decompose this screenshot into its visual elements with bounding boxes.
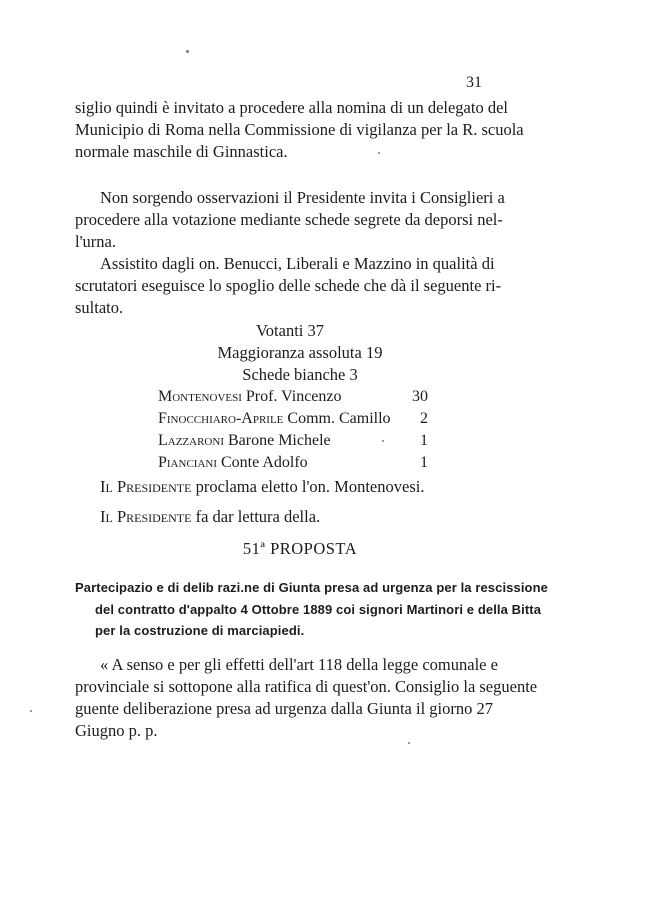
candidate-votes: 1 [420, 454, 428, 471]
para3-line-2: scrutatori eseguisce lo spoglio delle schede che dà il seguente ri- [75, 276, 502, 295]
lettura-line [100, 506, 320, 528]
para4-line-2: provinciale si sottopone alla ratifica di quest'on. Consiglio la seguente [75, 677, 538, 696]
para2-line-1: Non sorgendo osservazioni il Presidente invita i Consiglieri a [100, 188, 505, 207]
table-row [158, 430, 331, 452]
candidate-surname: Montenovesi [158, 388, 242, 405]
candidate-title: Conte Adolfo [221, 454, 308, 471]
para3-line-1: Assistito dagli on. Benucci, Liberali e Mazzino in qualità di [100, 254, 495, 273]
candidate-title: Comm. Camillo [287, 410, 391, 427]
candidate-title: Prof. Vincenzo [245, 388, 342, 405]
candidate-surname: Pianciani [158, 454, 217, 471]
votanti: Votanti 37 [256, 321, 324, 340]
para1-line-1: siglio quindi è invitato a procedere alla nomina di un delegato del [75, 98, 508, 117]
print-speck [186, 50, 189, 53]
para1-line-2: Municipio di Roma nella Commissione di vigilanza per la R. scuola [75, 120, 524, 139]
proposta-title-line-2: del contratto d'appalto 4 Ottobre 1889 coi signori Martinori e della Bitta [95, 602, 542, 617]
presidente-label: Il Presidente [100, 477, 192, 496]
table-row [158, 408, 391, 430]
para2-line-3: l'urna. [75, 232, 117, 251]
candidate-surname: Finocchiaro-Aprile [158, 410, 284, 427]
para2-line-2: procedere alla votazione mediante schede segrete da deporsi nel- [75, 210, 503, 229]
candidate-title: Barone Michele [228, 432, 331, 449]
candidate-votes: 1 [420, 432, 428, 449]
candidate-surname: Lazzaroni [158, 432, 224, 449]
proposta-heading: 51ª PROPOSTA [242, 539, 358, 558]
page-number: 31 [466, 74, 482, 91]
lettura-text: fa dar lettura della. [195, 507, 321, 526]
print-speck [378, 152, 380, 154]
para4-line-4: Giugno p. p. [75, 721, 158, 740]
maggioranza: Maggioranza assoluta 19 [217, 343, 383, 362]
proclamation-line [100, 476, 424, 498]
para1-line-3: normale maschile di Ginnastica. [75, 142, 288, 161]
candidate-votes: 2 [420, 410, 428, 427]
presidente-label: Il Presidente [100, 507, 192, 526]
para3-line-3: sultato. [75, 298, 124, 317]
para4-line-1: « A senso e per gli effetti dell'art 118 della legge comunale e [100, 655, 498, 674]
print-speck [30, 710, 32, 712]
proposta-title-line-1: Partecipazio e di delib razi.ne di Giunta presa ad urgenza per la rescissione [75, 580, 548, 595]
table-row [158, 452, 308, 474]
schede-bianche: Schede bianche 3 [242, 365, 358, 384]
table-row [158, 386, 342, 408]
print-speck [382, 440, 384, 442]
print-speck [408, 742, 410, 744]
candidate-votes: 30 [412, 388, 428, 405]
para4-line-3: guente deliberazione presa ad urgenza dalla Giunta il giorno 27 [75, 699, 493, 718]
proclamation-text: proclama eletto l'on. Montenovesi. [195, 477, 425, 496]
proposta-title-line-3: per la costruzione di marciapiedi. [95, 623, 305, 638]
